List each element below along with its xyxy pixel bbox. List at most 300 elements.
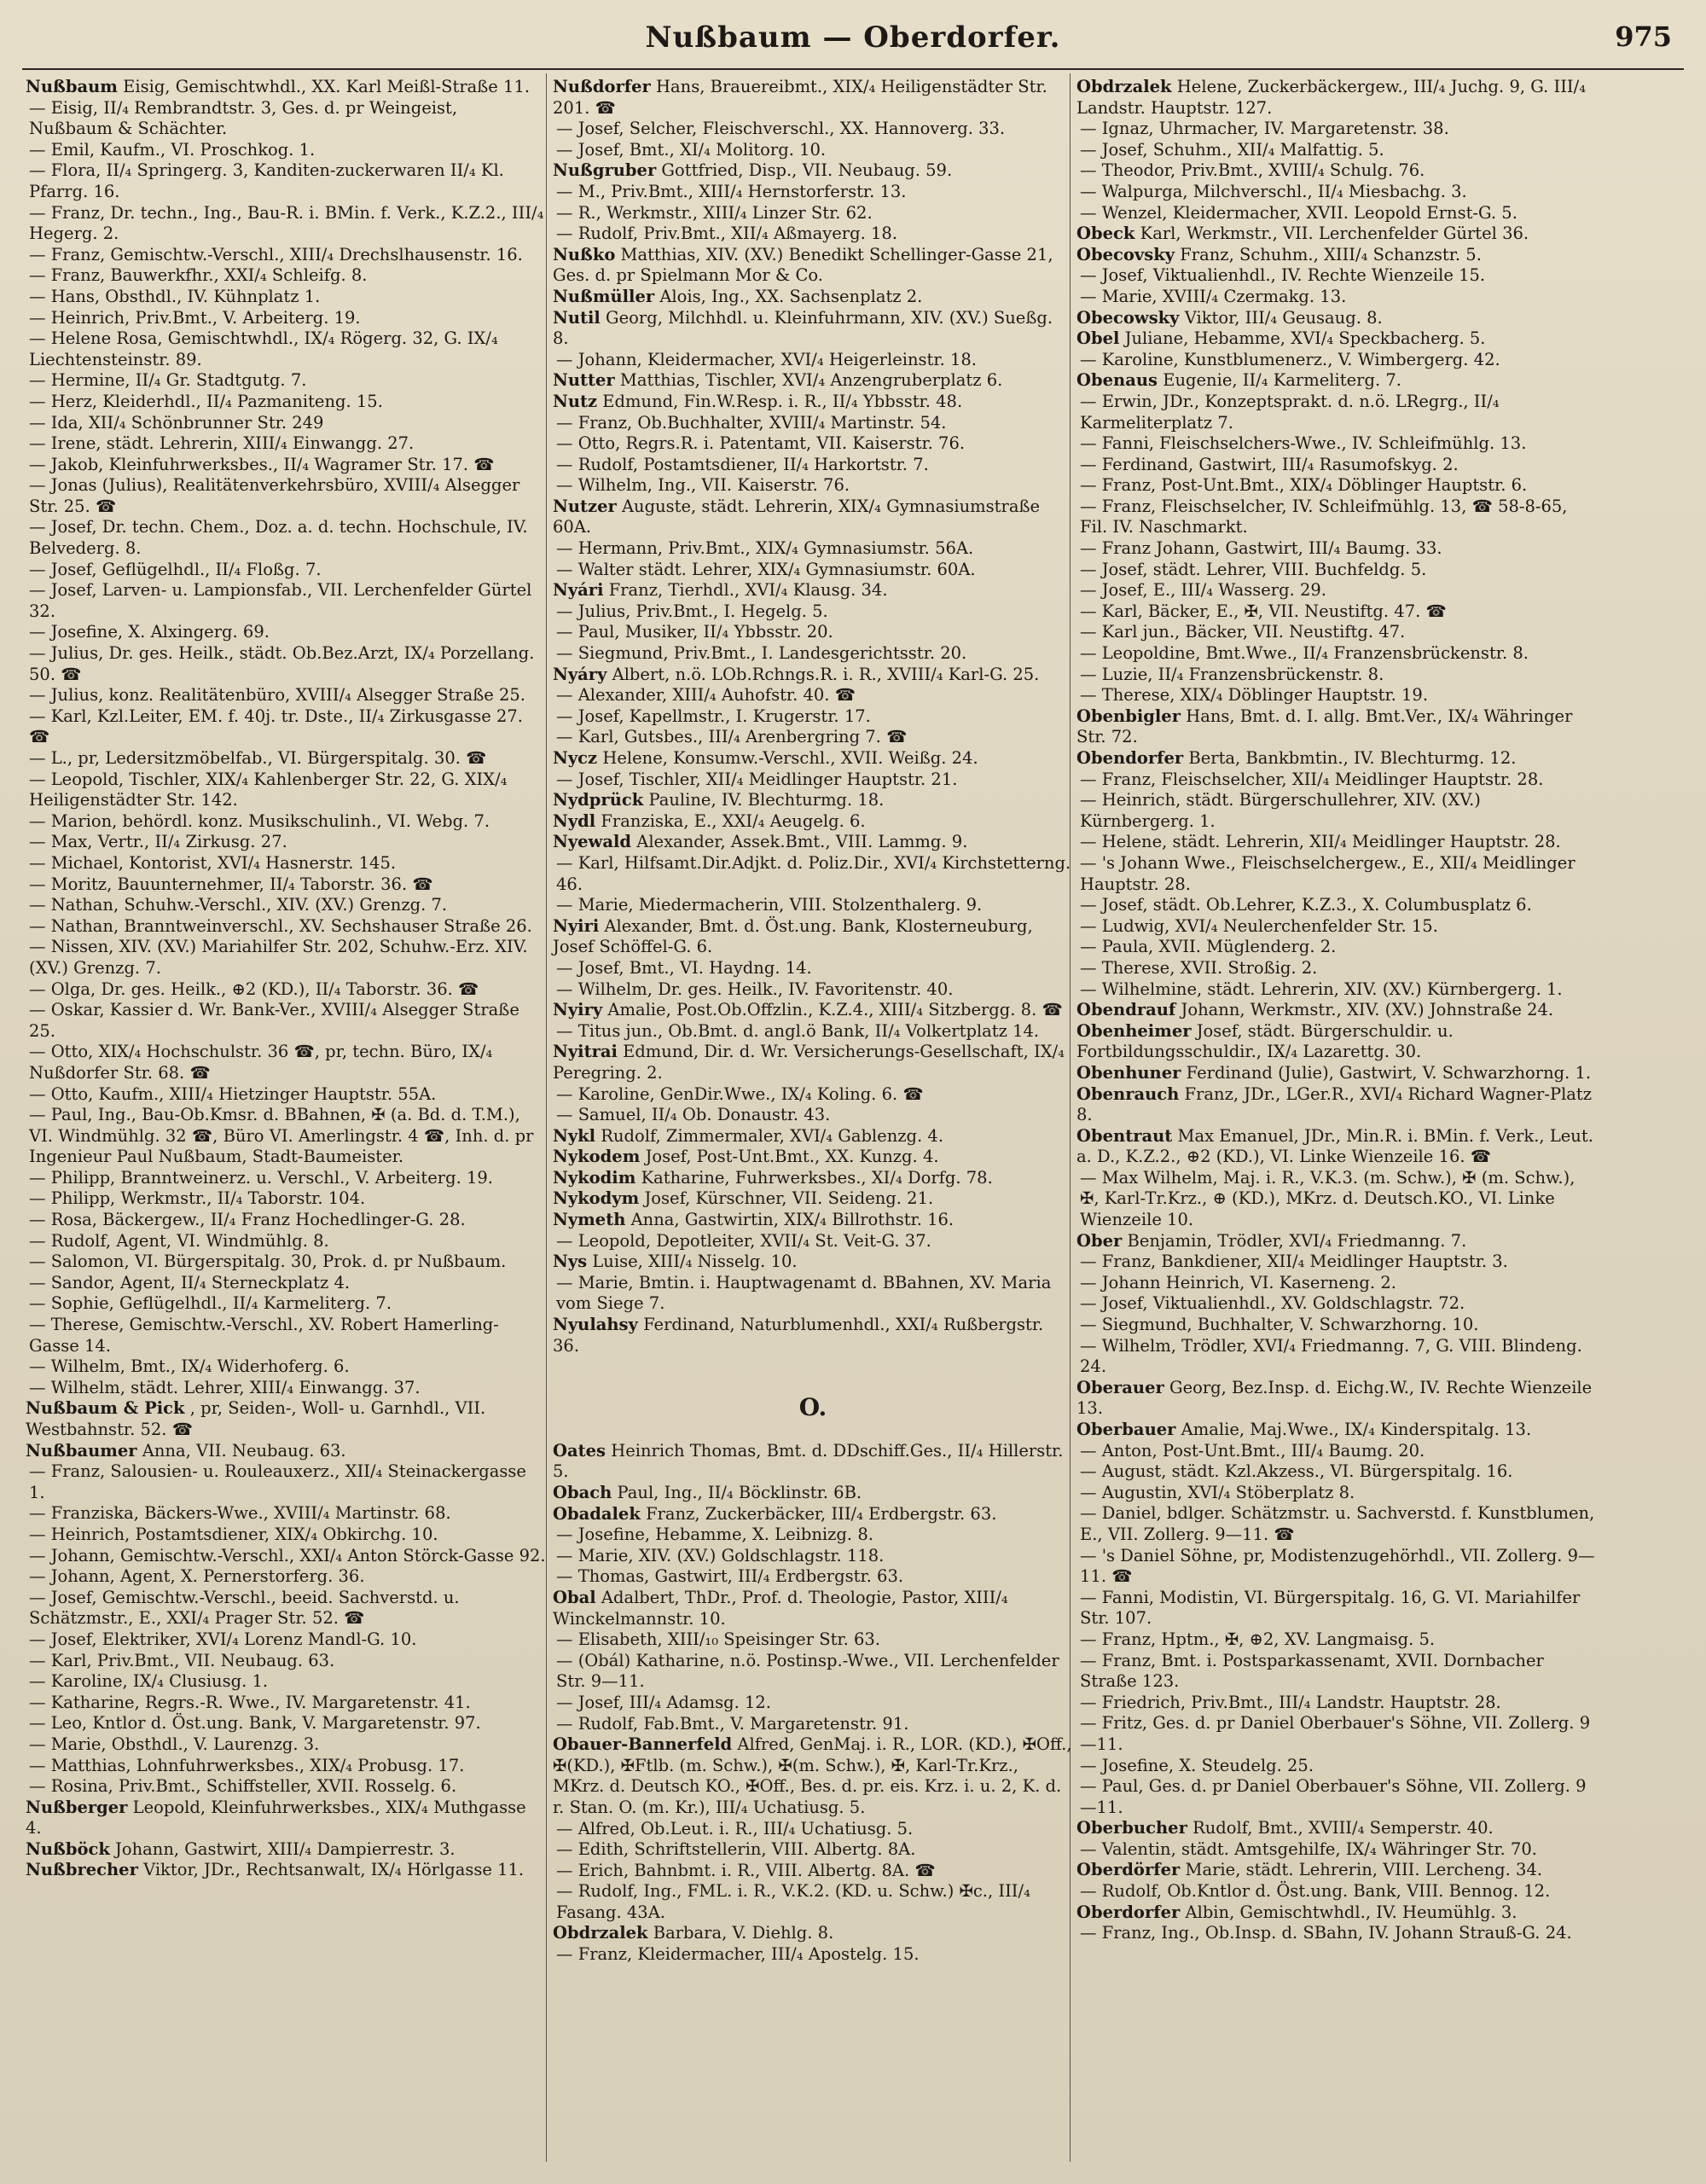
directory-entry: [26, 1566, 546, 1588]
directory-entry: [1076, 328, 1597, 350]
entry-details: — Marie, Bmtin. i. Hauptwagenamt d. BBahnen, XV. Maria vom Siege 7.: [556, 1272, 1052, 1314]
entry-details: Karl, Werkmstr., VII. Lerchenfelder Gürtel 36.: [1140, 224, 1529, 244]
directory-entry: [1076, 1776, 1597, 1818]
entry-details: — Otto, Regrs.R. i. Patentamt, VII. Kaiserstr. 76.: [556, 433, 966, 454]
directory-entry: [1076, 1000, 1597, 1021]
directory-entry: [553, 245, 1073, 287]
entry-details: Leopold, Kleinfuhrwerksbes., XIX/₄ Muthgasse 4.: [26, 1797, 526, 1838]
entry-details: — Rudolf, Priv.Bmt., XII/₄ Aßmayerg. 18.: [556, 224, 898, 244]
entry-details: Helene, Zuckerbäckergew., III/₄ Juchg. 9, G. III/₄ Landstr. Hauptstr. 127.: [1076, 77, 1587, 118]
entry-details: — Edith, Schriftstellerin, VIII. Albertg. 8A.: [556, 1839, 916, 1860]
directory-entry: [26, 160, 546, 202]
entry-details: — Siegmund, Priv.Bmt., I. Landesgerichtsstr. 20.: [556, 643, 967, 664]
entry-details: — Eisig, II/₄ Rembrandtstr. 3, Ges. d. pr Weingeist, Nußbaum & Schächter.: [29, 97, 458, 139]
directory-entry: [553, 1483, 1073, 1504]
entry-details: Paul, Ing., II/₄ Böcklinstr. 6B.: [617, 1483, 862, 1502]
entry-details: — Josef, Geflügelhdl., II/₄ Floßg. 7.: [29, 559, 322, 579]
entry-details: Marie, städt. Lehrerin, VIII. Lercheng. 34.: [1185, 1860, 1543, 1880]
directory-entry: [553, 1546, 1073, 1567]
entry-details: — Franz, Bmt. i. Postsparkassenamt, XVII. Dornbacher Straße 123.: [1080, 1650, 1544, 1692]
directory-entry: [26, 895, 546, 916]
directory-entry: [1076, 1881, 1597, 1902]
directory-entry: [1076, 1629, 1597, 1651]
directory-entry: [26, 1860, 546, 1881]
entry-details: — Helene Rosa, Gemischtwhdl., IX/₄ Rögerg. 32, G. IX/₄ Liechtensteinstr. 89.: [29, 328, 498, 369]
directory-entry: [553, 1734, 1073, 1818]
entry-details: — Josef, Selcher, Fleischverschl., XX. Hannoverg. 33.: [556, 119, 1006, 139]
entry-surname: Obecovsky: [1076, 244, 1175, 264]
entry-details: — Salomon, VI. Bürgerspitalg. 30, Prok. d. pr Nußbaum.: [29, 1252, 507, 1272]
page-number: 975: [1615, 20, 1672, 53]
entry-details: — Wilhelm, Dr. ges. Heilk., IV. Favoritenstr. 40.: [556, 979, 954, 999]
entry-details: Albert, n.ö. LOb.Rchngs.R. i. R., XVIII/₄ Karl-G. 25.: [612, 664, 1040, 684]
directory-entry: [26, 1378, 546, 1399]
entry-surname: Nutz: [553, 391, 598, 411]
entry-details: Franziska, E., XXI/₄ Aeugelg. 6.: [601, 810, 866, 831]
directory-entry: [1076, 1231, 1597, 1252]
directory-entry: [26, 1210, 546, 1231]
directory-entry: [1076, 370, 1597, 392]
entry-details: — Alexander, XIII/₄ Auhofstr. 40. ☎: [556, 685, 856, 706]
directory-entry: [553, 455, 1073, 476]
entry-details: — Fritz, Ges. d. pr Daniel Oberbauer's Söhne, VII. Zollerg. 9—11.: [1080, 1713, 1591, 1754]
directory-entry: [1076, 1483, 1597, 1504]
entry-details: — Josef, Viktualienhdl., XV. Goldschlagstr. 72.: [1080, 1293, 1465, 1314]
directory-entry: [26, 98, 546, 140]
directory-entry: [1076, 622, 1597, 643]
directory-entry: [1076, 77, 1597, 119]
directory-entry: [26, 874, 546, 896]
entry-details: — Ignaz, Uhrmacher, IV. Margaretenstr. 38.: [1080, 119, 1449, 139]
entry-surname: Oberauer: [1076, 1377, 1164, 1397]
entry-details: — Franz, Ob.Buchhalter, XVIII/₄ Martinstr. 54.: [556, 412, 947, 433]
directory-entry: [553, 1042, 1073, 1083]
directory-entry: [26, 77, 546, 98]
directory-column-3: [1076, 77, 1597, 1944]
entry-details: — Alfred, Ob.Leut. i. R., III/₄ Uchatiusg. 5.: [556, 1818, 914, 1838]
directory-entry: [553, 1021, 1073, 1043]
entry-details: Franz, JDr., LGer.R., XVI/₄ Richard Wagner-Platz 8.: [1076, 1083, 1593, 1125]
directory-entry: [26, 1000, 546, 1042]
directory-entry: [553, 770, 1073, 791]
directory-entry: [26, 517, 546, 559]
directory-entry: [26, 1441, 546, 1462]
directory-entry: [553, 1147, 1073, 1168]
directory-entry: [26, 832, 546, 853]
entry-details: — Wilhelm, städt. Lehrer, XIII/₄ Einwangg. 37.: [29, 1377, 421, 1397]
entry-details: — Jakob, Kleinfuhrwerksbes., II/₄ Wagramer Str. 17. ☎: [29, 454, 495, 474]
directory-entry: [1076, 140, 1597, 161]
entry-details: — Heinrich, Priv.Bmt., V. Arbeiterg. 19.: [29, 307, 361, 328]
directory-entry: [26, 1168, 546, 1189]
directory-entry: [1076, 1818, 1597, 1839]
directory-entry: [26, 1042, 546, 1083]
directory-entry: [26, 560, 546, 581]
entry-details: — Wenzel, Kleidermacher, XVII. Leopold Ernst-G. 5.: [1080, 202, 1517, 223]
directory-entry: [26, 916, 546, 938]
entry-surname: Nykl: [553, 1125, 596, 1146]
entry-details: — Philipp, Branntweinerz. u. Verschl., V. Arbeiterg. 19.: [29, 1167, 493, 1188]
entry-details: — Nathan, Schuhw.-Verschl., XIV. (XV.) Grenzg. 7.: [29, 895, 448, 915]
directory-entry: [553, 1126, 1073, 1147]
directory-entry: [1076, 1084, 1597, 1126]
directory-entry: [553, 560, 1073, 581]
directory-entry: [553, 580, 1073, 601]
entry-details: — Josef, Dr. techn. Chem., Doz. a. d. techn. Hochschule, IV. Belvederg. 8.: [29, 517, 528, 559]
entry-details: — Julius, Priv.Bmt., I. Hegelg. 5.: [556, 601, 828, 621]
entry-details: — Nissen, XIV. (XV.) Mariahilfer Str. 202, Schuhw.-Erz. XIV. (XV.) Grenzg. 7.: [29, 937, 528, 978]
directory-entry: [26, 1503, 546, 1525]
entry-details: — Marie, Miedermacherin, VIII. Stolzenthalerg. 9.: [556, 895, 983, 915]
entry-surname: Nyiry: [553, 1000, 603, 1020]
entry-details: — Franz, Ing., Ob.Insp. d. SBahn, IV. Johann Strauß-G. 24.: [1080, 1923, 1572, 1943]
entry-details: — Valentin, städt. Amtsgehilfe, IX/₄ Währinger Str. 70.: [1080, 1838, 1537, 1859]
entry-details: — Leopoldine, Bmt.Wwe., II/₄ Franzensbrückenstr. 8.: [1080, 643, 1529, 664]
entry-details: — Thomas, Gastwirt, III/₄ Erdbergstr. 63.: [556, 1566, 904, 1587]
directory-entry: [553, 433, 1073, 455]
directory-entry: [26, 1273, 546, 1294]
entry-details: — Ida, XII/₄ Schönbrunner Str. 249: [29, 412, 324, 433]
directory-entry: [26, 433, 546, 455]
directory-entry: [1076, 1273, 1597, 1294]
directory-entry: [26, 1084, 546, 1106]
entry-details: — R., Werkmstr., XIII/₄ Linzer Str. 62.: [556, 202, 873, 223]
directory-entry: [1076, 1378, 1597, 1420]
directory-entry: [1076, 770, 1597, 791]
entry-surname: Nußdorfer: [553, 77, 651, 96]
entry-details: — Hermann, Priv.Bmt., XIX/₄ Gymnasiumstr. 56A.: [556, 538, 974, 559]
directory-entry: [1076, 1441, 1597, 1462]
entry-details: — Karl jun., Bäcker, VII. Neustiftg. 47.: [1080, 622, 1406, 642]
directory-entry: [26, 287, 546, 308]
directory-entry: [26, 1693, 546, 1714]
entry-details: — Josef, Larven- u. Lampionsfab., VII. Lerchenfelder Gürtel 32.: [29, 580, 532, 621]
entry-details: — Josef, Schuhm., XII/₄ Malfattig. 5.: [1080, 139, 1384, 160]
directory-entry: [553, 1084, 1073, 1106]
directory-column-1: [26, 77, 546, 1881]
entry-details: Alfred, GenMaj. i. R., LOR. (KD.), ✠Off., ✠(KD.), ✠Ftlb. (m. Schw.), ✠(m. Schw.), ✠, Karl-Tr.Krz., MKrz. d. Deutsch KO., ✠Off., Bes. d. pr. eis. Krz. i. u. 2, K. d. r. Stan. O. (m. Kr.), III/₄ Uchatiusg. 5.: [553, 1734, 1072, 1817]
directory-entry: [553, 1693, 1073, 1714]
entry-details: Helene, Konsumw.-Verschl., XVII. Weißg. 24.: [602, 748, 978, 768]
entry-details: — Paul, Ges. d. pr Daniel Oberbauer's Söhne, VII. Zollerg. 9—11.: [1080, 1776, 1587, 1817]
directory-entry: [1076, 790, 1597, 832]
directory-entry: [26, 979, 546, 1001]
directory-entry: [26, 1546, 546, 1567]
entry-details: — Karl, Bäcker, E., ✠, VII. Neustiftg. 47. ☎: [1080, 601, 1447, 621]
directory-entry: [1076, 287, 1597, 308]
entry-details: — Heinrich, Postamtsdiener, XIX/₄ Obkirchg. 10.: [29, 1524, 438, 1544]
entry-details: — Fanni, Modistin, VI. Bürgerspitalg. 16, G. VI. Mariahilfer Str. 107.: [1080, 1587, 1581, 1629]
entry-details: — August, städt. Kzl.Akzess., VI. Bürgerspitalg. 16.: [1080, 1461, 1513, 1482]
entry-details: — Elisabeth, XIII/₁₀ Speisinger Str. 63.: [556, 1629, 880, 1650]
entry-details: — Josefine, Hebamme, X. Leibnizg. 8.: [556, 1525, 873, 1545]
entry-details: — Erich, Bahnbmt. i. R., VIII. Albertg. 8A. ☎: [556, 1860, 936, 1880]
directory-entry: [1076, 580, 1597, 601]
entry-details: Pauline, IV. Blechturmg. 18.: [648, 790, 885, 810]
directory-entry: [1076, 1315, 1597, 1336]
directory-entry: [1076, 1902, 1597, 1924]
directory-entry: [26, 811, 546, 833]
directory-entry: [553, 308, 1073, 350]
directory-entry: [553, 182, 1073, 203]
entry-surname: Obendrauf: [1076, 1000, 1176, 1020]
entry-details: — Johann, Gemischtw.-Verschl., XXI/₄ Anton Störck-Gasse 92.: [29, 1545, 546, 1565]
entry-details: Matthias, XIV. (XV.) Benedikt Schellinger-Gasse 21, Ges. d. pr Spielmann Mor & Co.: [553, 244, 1053, 286]
entry-details: Eisig, Gemischtwhdl., XX. Karl Meißl-Straße 11.: [123, 77, 531, 96]
entry-details: — Franz, Post-Unt.Bmt., XIX/₄ Döblinger Hauptstr. 6.: [1080, 475, 1528, 496]
directory-entry: [26, 580, 546, 622]
directory-entry: [553, 538, 1073, 560]
entry-details: Berta, Bankbmtin., IV. Blechturmg. 12.: [1188, 748, 1517, 768]
directory-entry: [553, 832, 1073, 853]
entry-details: — Julius, Dr. ges. Heilk., städt. Ob.Bez.Arzt, IX/₄ Porzellang. 50. ☎: [29, 643, 535, 684]
entry-details: — 's Daniel Söhne, pr, Modistenzugehörhdl., VII. Zollerg. 9—11. ☎: [1080, 1545, 1595, 1587]
entry-details: Eugenie, II/₄ Karmeliterg. 7.: [1163, 370, 1401, 391]
directory-entry: [26, 392, 546, 413]
entry-details: — Karoline, GenDir.Wwe., IX/₄ Koling. 6. ☎: [556, 1083, 924, 1104]
entry-details: — M., Priv.Bmt., XIII/₄ Hernstorferstr. 13.: [556, 181, 907, 201]
entry-details: — Josef, Tischler, XII/₄ Meidlinger Hauptstr. 21.: [556, 769, 958, 789]
entry-details: Franz, Zuckerbäcker, III/₄ Erdbergstr. 63.: [646, 1503, 997, 1524]
entry-details: — Sophie, Geflügelhdl., II/₄ Karmeliterg. 7.: [29, 1293, 392, 1314]
directory-entry: [1076, 538, 1597, 560]
entry-details: — Flora, II/₄ Springerg. 3, Kanditen-zuckerwaren II/₄ Kl. Pfarrg. 16.: [29, 160, 504, 201]
directory-entry: [553, 392, 1073, 413]
entry-details: — Franz, Dr. techn., Ing., Bau-R. i. BMin. f. Verk., K.Z.2., III/₄ Hegerg. 2.: [29, 202, 544, 244]
entry-details: — Josef, III/₄ Adamsg. 12.: [556, 1692, 771, 1712]
entry-surname: Nutil: [553, 307, 601, 328]
directory-entry: [26, 1776, 546, 1798]
entry-details: Anna, Gastwirtin, XIX/₄ Billrothstr. 16.: [630, 1210, 955, 1230]
entry-surname: Obeck: [1076, 224, 1135, 244]
entry-details: — Franz Johann, Gastwirt, III/₄ Baumg. 33.: [1080, 538, 1442, 559]
entry-details: — Nathan, Branntweinverschl., XV. Sechshauser Straße 26.: [29, 915, 532, 936]
directory-entry: [26, 1629, 546, 1651]
entry-details: Katharine, Fuhrwerksbes., XI/₄ Dorfg. 78.: [641, 1167, 993, 1188]
entry-details: — Daniel, bdlger. Schätzmstr. u. Sachverstd. f. Kunstblumen, E., VII. Zollerg. 9—11. ☎: [1080, 1503, 1595, 1544]
directory-entry: [1076, 1923, 1597, 1944]
entry-details: — Josefine, X. Alxingerg. 69.: [29, 622, 270, 642]
entry-surname: Nußbaum: [26, 77, 118, 96]
directory-entry: [1076, 1503, 1597, 1545]
directory-entry: [553, 119, 1073, 140]
entry-details: — Josef, Bmt., XI/₄ Molitorg. 10.: [556, 139, 827, 160]
directory-entry: [553, 1105, 1073, 1126]
entry-details: — Rudolf, Postamtsdiener, II/₄ Harkortstr. 7.: [556, 454, 929, 474]
directory-entry: [1076, 937, 1597, 958]
directory-entry: [1076, 1063, 1597, 1084]
entry-surname: Obal: [553, 1587, 596, 1607]
entry-details: Luise, XIII/₄ Nisselg. 10.: [592, 1252, 798, 1272]
entry-details: — Ferdinand, Gastwirt, III/₄ Rasumofskyg. 2.: [1080, 454, 1459, 474]
entry-details: Franz, Schuhm., XIII/₄ Schanzstr. 5.: [1180, 244, 1482, 264]
directory-entry: [1076, 1860, 1597, 1881]
directory-entry: [1076, 497, 1597, 538]
entry-surname: Nykodym: [553, 1188, 640, 1209]
directory-entry: [1076, 665, 1597, 686]
entry-details: Max Emanuel, JDr., Min.R. i. BMin. f. Verk., Leut. a. D., K.Z.2., ⊕2 (KD.), VI. Linke Wienzeile 16. ☎: [1076, 1125, 1593, 1167]
entry-details: — Wilhelm, Trödler, XVI/₄ Friedmanng. 7, G. VIII. Blindeng. 24.: [1080, 1335, 1582, 1377]
entry-surname: Oberbauer: [1076, 1420, 1176, 1439]
entry-surname: Nußmüller: [553, 286, 655, 306]
entry-details: Josef, Kürschner, VII. Seideng. 21.: [644, 1188, 934, 1209]
entry-surname: Obadalek: [553, 1503, 641, 1524]
directory-entry: [26, 1252, 546, 1273]
entry-details: — Therese, Gemischtw.-Verschl., XV. Robert Hamerling-Gasse 14.: [29, 1315, 499, 1356]
directory-entry: [1076, 706, 1597, 748]
entry-details: Anna, VII. Neubaug. 63.: [142, 1440, 346, 1461]
directory-entry: [26, 370, 546, 392]
directory-entry: [1076, 1168, 1597, 1231]
directory-entry: [553, 665, 1073, 686]
entry-surname: Nußgruber: [553, 160, 657, 181]
entry-details: — Jonas (Julius), Realitätenverkehrsbüro, XVIII/₄ Alsegger Str. 25. ☎: [29, 475, 520, 516]
directory-entry: [1076, 601, 1597, 623]
directory-entry: [1076, 392, 1597, 433]
directory-entry: [553, 958, 1073, 979]
entry-details: Josef, städt. Bürgerschuldir. u. Fortbildungsschuldir., IX/₄ Lazarettg. 30.: [1076, 1020, 1454, 1062]
directory-entry: [553, 979, 1073, 1001]
entry-surname: Ober: [1076, 1230, 1123, 1251]
directory-entry: [26, 1293, 546, 1315]
directory-entry: [1076, 1651, 1597, 1693]
entry-surname: Oberdorfer: [1076, 1902, 1181, 1922]
entry-surname: Nykodem: [553, 1147, 641, 1167]
directory-entry: [1076, 245, 1597, 266]
directory-entry: [1076, 1336, 1597, 1378]
directory-entry: [553, 1188, 1073, 1210]
entry-surname: Nußbaumer: [26, 1440, 137, 1461]
entry-surname: Nycz: [553, 748, 598, 768]
entry-details: — Karoline, IX/₄ Clusiusg. 1.: [29, 1671, 269, 1692]
directory-entry: [553, 1588, 1073, 1629]
directory-entry: [553, 413, 1073, 434]
entry-surname: Nußböck: [26, 1838, 110, 1859]
directory-entry: [26, 413, 546, 434]
directory-entry: [1076, 455, 1597, 476]
entry-surname: Nydprück: [553, 790, 644, 810]
entry-details: — Josef, E., III/₄ Wasserg. 29.: [1080, 580, 1326, 601]
directory-entry: [553, 287, 1073, 308]
directory-entry: [26, 1713, 546, 1734]
entry-details: — Karoline, Kunstblumenerz., V. Wimbergerg. 42.: [1080, 349, 1500, 369]
directory-entry: [553, 643, 1073, 665]
entry-details: Alexander, Assek.Bmt., VIII. Lammg. 9.: [636, 832, 968, 852]
entry-details: — Herz, Kleiderhdl., II/₄ Pazmaniteng. 15.: [29, 391, 383, 411]
directory-entry: [553, 1651, 1073, 1693]
directory-entry: [1076, 182, 1597, 203]
entry-details: — Hermine, II/₄ Gr. Stadtgutg. 7.: [29, 370, 307, 391]
directory-entry: [26, 203, 546, 245]
entry-details: — Anton, Post-Unt.Bmt., III/₄ Baumg. 20.: [1080, 1440, 1425, 1461]
directory-entry: [553, 224, 1073, 245]
entry-details: — Franz, Bankdiener, XII/₄ Meidlinger Hauptstr. 3.: [1080, 1252, 1508, 1272]
directory-entry: [553, 811, 1073, 833]
entry-details: Viktor, JDr., Rechtsanwalt, IX/₄ Hörlgasse 11.: [143, 1860, 525, 1880]
directory-entry: [553, 1168, 1073, 1189]
entry-details: Alexander, Bmt. d. Öst.ung. Bank, Klosterneuburg, Josef Schöffel-G. 6.: [553, 915, 1033, 957]
directory-entry: [26, 1525, 546, 1546]
entry-details: — Leo, Kntlor d. Öst.ung. Bank, V. Margaretenstr. 97.: [29, 1713, 481, 1734]
directory-entry: [26, 1231, 546, 1252]
entry-surname: Obenrauch: [1076, 1083, 1180, 1104]
entry-details: — Karl, Gutsbes., III/₄ Arenbergring 7. ☎: [556, 727, 908, 747]
directory-entry: [553, 601, 1073, 623]
entry-surname: Obenheimer: [1076, 1020, 1192, 1041]
directory-entry: [553, 895, 1073, 916]
entry-details: — Leopold, Tischler, XIX/₄ Kahlenberger Str. 22, G. XIX/₄ Heiligenstädter Str. 142.: [29, 769, 508, 810]
directory-entry: [26, 1461, 546, 1503]
directory-entry: [26, 1798, 546, 1839]
entry-surname: Obach: [553, 1483, 612, 1502]
entry-surname: Nymeth: [553, 1210, 626, 1230]
directory-entry: [553, 1944, 1073, 1966]
entry-details: — Paul, Musiker, II/₄ Ybbsstr. 20.: [556, 622, 833, 642]
entry-details: Hans, Bmt. d. I. allg. Bmt.Ver., IX/₄ Währinger Str. 72.: [1076, 706, 1573, 747]
entry-details: Gottfried, Disp., VII. Neubaug. 59.: [661, 160, 953, 181]
entry-details: — Friedrich, Priv.Bmt., III/₄ Landstr. Hauptstr. 28.: [1080, 1692, 1501, 1712]
entry-details: — Josef, städt. Ob.Lehrer, K.Z.3., X. Columbusplatz 6.: [1080, 895, 1532, 915]
entry-details: — Paul, Ing., Bau-Ob.Kmsr. d. BBahnen, ✠ (a. Bd. d. T.M.), VI. Windmühlg. 32 ☎, Büro VI. Amerlingstr. 4 ☎, Inh. d. pr Ingenieur Paul Nußbaum, Stadt-Baumeister.: [29, 1105, 534, 1167]
entry-details: — Emil, Kaufm., VI. Proschkog. 1.: [29, 139, 316, 160]
entry-details: — Julius, konz. Realitätenbüro, XVIII/₄ Alsegger Straße 25.: [29, 685, 525, 706]
directory-entry: [553, 1231, 1073, 1252]
header-divider: [22, 68, 1684, 70]
directory-entry: [1076, 979, 1597, 1001]
entry-surname: Obdrzalek: [1076, 77, 1172, 96]
directory-entry: [1076, 1693, 1597, 1714]
directory-entry: [553, 1629, 1073, 1651]
entry-details: Albin, Gemischtwhdl., IV. Heumühlg. 3.: [1185, 1902, 1517, 1922]
entry-details: — Rudolf, Agent, VI. Windmühlg. 8.: [29, 1230, 329, 1251]
entry-details: — Wilhelm, Bmt., IX/₄ Widerhoferg. 6.: [29, 1356, 350, 1377]
directory-entry: [26, 475, 546, 517]
entry-details: Johann, Werkmstr., XIV. (XV.) Johnstraße 24.: [1181, 1000, 1554, 1020]
directory-entry: [553, 370, 1073, 392]
entry-details: — Franz, Hptm., ✠, ⊕2, XV. Langmaisg. 5.: [1080, 1629, 1436, 1649]
directory-entry: [26, 1651, 546, 1672]
directory-entry: [553, 790, 1073, 811]
directory-entry: [1076, 853, 1597, 895]
directory-entry: [26, 1188, 546, 1210]
directory-entry: [553, 1441, 1073, 1483]
directory-entry: [553, 350, 1073, 371]
entry-details: — Franz, Gemischtw.-Verschl., XIII/₄ Drechslhausenstr. 16.: [29, 244, 523, 264]
entry-details: — Wilhelmine, städt. Lehrerin, XIV. (XV.) Kürnbergerg. 1.: [1080, 979, 1563, 999]
entry-details: — Marie, XIV. (XV.) Goldschlagstr. 118.: [556, 1545, 885, 1565]
entry-details: — Luzie, II/₄ Franzensbrückenstr. 8.: [1080, 664, 1384, 684]
entry-details: — Therese, XVII. Stroßig. 2.: [1080, 957, 1318, 978]
directory-entry: [553, 1714, 1073, 1735]
directory-entry: [553, 77, 1073, 119]
directory-column-2: [553, 77, 1073, 1966]
entry-details: — Erwin, JDr., Konzeptsprakt. d. n.ö. LRegrg., II/₄ Karmeliterplatz 7.: [1080, 391, 1500, 433]
directory-entry: [26, 853, 546, 874]
entry-details: — Max Wilhelm, Maj. i. R., V.K.3. (m. Schw.), ✠ (m. Schw.), ✠, Karl-Tr.Krz., ⊕ (KD.), MKrz. d. Deutsch.KO., VI. Linke Wienzeile 10.: [1080, 1167, 1575, 1230]
directory-entry: [1076, 685, 1597, 706]
entry-details: — Marion, behördl. konz. Musikschulinh., VI. Webg. 7.: [29, 810, 490, 831]
entry-details: Rudolf, Zimmermaler, XVI/₄ Gablenzg. 4.: [601, 1125, 944, 1146]
directory-entry: [1076, 1021, 1597, 1063]
entry-details: Rudolf, Bmt., XVIII/₄ Semperstr. 40.: [1192, 1818, 1494, 1838]
entry-details: Edmund, Dir. d. Wr. Versicherungs-Gesellschaft, IX/₄ Peregring. 2.: [553, 1042, 1065, 1083]
directory-entry: [26, 706, 546, 748]
entry-details: , pr, Seiden-, Woll- u. Garnhdl., VII. Westbahnstr. 52. ☎: [26, 1398, 486, 1439]
directory-entry: [553, 475, 1073, 497]
entry-details: Juliane, Hebamme, XVI/₄ Speckbacherg. 5.: [1124, 328, 1486, 349]
directory-entry: [1076, 308, 1597, 329]
directory-entry: [1076, 1713, 1597, 1755]
